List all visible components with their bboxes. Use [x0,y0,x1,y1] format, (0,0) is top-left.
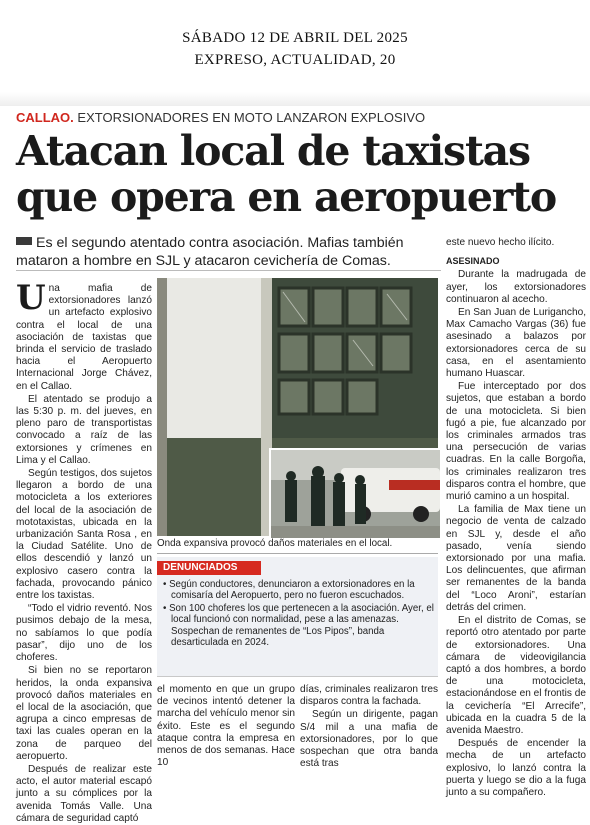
paragraph: Si bien no se reportaron heridos, la onda expansiva provocó daños materiales en el local de la asociación, que agrupa a cinco empresas de taxi las cuales operan en la zona de parqueo del aeropuerto. [16,665,152,762]
sidebar-box [157,557,438,677]
kicker-text: EXTORSIONADORES EN MOTO LANZARON EXPLOSIVO [77,110,426,125]
paragraph: El atentado se produjo a las 5:30 p. m. del jueves, en pleno paro de transportistas convocado a raíz de las extorsiones y crímenes en Lima y el Callao. [16,393,152,466]
headline [16,128,586,220]
caption-divider [157,553,438,554]
paragraph: “Todo el vidrio reventó. Nos pusimos debajo de la mesa, no sabíamos lo que podía pasar”, dijo uno de los choferes. [16,603,152,664]
paragraph: En el distrito de Comas, se reportó otro atentado por parte de extorsionadores. Una cámara de videovigilancia captó a dos hombres, a bordo de una motocicleta, estacionándose en el frontis de la cevichería “El Arrecife”, ubicada en la cuadra 5 de la avenida Maestro. [446,615,586,736]
paragraph: este nuevo hecho ilícito. [446,237,555,248]
paragraph: Durante la madrugada de ayer, los extorsionadores continuaron al acecho. [446,269,586,305]
box-tag: DENUNCIADOS [157,561,261,575]
paragraph [16,278,152,393]
kicker [16,110,425,125]
deck-text: Es el segundo atentado contra asociación. Mafias también mataron a hombre en SJL y atacaron cevichería de Comas. [16,235,404,269]
paragraph: el momento en que un grupo de vecinos intentó detener la marcha del vehículo menor sin éxito. Este es el segundo ataque contra la empresa en menos de dos semanas. Hace 10 [157,684,295,769]
police-scene-image [271,450,440,538]
article-column-1 [16,278,152,824]
deck [16,234,436,270]
subheading: ASESINADO [446,256,500,267]
deck-divider [16,270,441,271]
article-column-2 [157,684,295,769]
article-column-right [446,237,586,798]
list-item: • Son 100 choferes los que pertenecen a la asociación. Ayer, el local funcionó con normalidad, pese a las amenazas. Sospechan de remanentes de “Los Pipos”, banda desarticulada en 2024. [163,603,435,649]
deck-bullet-icon [16,237,32,245]
paragraph: Fue interceptado por dos sujetos, que estaban a bordo de una motocicleta. Si bien fugó a pie, fue alcanzado por los criminales armados tras una persecución de varias cuadras. En la calle Borgoña, los criminales realizaron tres disparos contra el hombre, que murió camino a un hospital. [446,381,586,503]
photo-caption: Onda expansiva provocó daños materiales en el local. [157,538,393,549]
list-item: • Según conductores, denunciaron a extorsionadores en la comisaría del Aeropuerto, pero no fueron escuchados. [163,579,435,602]
paragraph: Después de encender la mecha de un artefacto explosivo, lo lanzó contra la puerta y luego se dio a la fuga junto a su compañero. [446,738,586,798]
article-column-3 [300,684,438,770]
dateline-date: SÁBADO 12 DE ABRIL DEL 2025 [182,30,408,46]
headline-line-1: Atacan local de taxistas [16,127,530,175]
paragraph: días, criminales realizaron tres disparos contra la fachada. [300,684,438,708]
paragraph: En San Juan de Lurigancho, Max Camacho Vargas (36) fue asesinado a balazos por extorsionadores cerca de su casa, en el asentamiento humano Huascar. [446,307,586,380]
paragraph-text: na mafia de extorsionadores lanzó un artefacto explosivo contra el local de una asociación de taxistas que brinda el servicio de traslado hacia el Aeropuerto Internacional Jorge Chávez, en el Callao. [16,283,152,392]
box-list [163,579,435,649]
paragraph: Según un dirigente, pagan S/4 mil a una mafia de extorsionadores, por lo que sospechan que otra banda está tras [300,709,438,770]
inset-photo [269,448,438,536]
dateline-section: EXPRESO, ACTUALIDAD, 20 [194,52,396,68]
page-top-band [0,92,590,106]
paragraph: Después de realizar este acto, el autor material escapó junto a su cómplices por la avenida Tomás Valle. Una cámara de seguridad captó [16,763,152,824]
kicker-place: CALLAO. [16,110,74,125]
drop-cap: U [16,278,46,318]
paragraph: La familia de Max tiene un negocio de venta de calzado en SJL y, desde el año pasado, venía siendo extorsionado por una mafia. Los delincuentes, que afirman ser remanentes de la banda del “Loco Aroni”, estarían detrás del crimen. [446,504,586,613]
paragraph: Según testigos, dos sujetos llegaron a bordo de una motocicleta a los exteriores del local de la asociación de mototaxistas, ubicada en la urbanización Santa Rosa , en la Ciudad Satélite. Uno de ellos descendió y lanzó un explosivo casero contra la fachada, provocando pánico entre los taxistas. [16,468,152,602]
headline-line-2: que opera en aeropuerto [16,173,556,221]
